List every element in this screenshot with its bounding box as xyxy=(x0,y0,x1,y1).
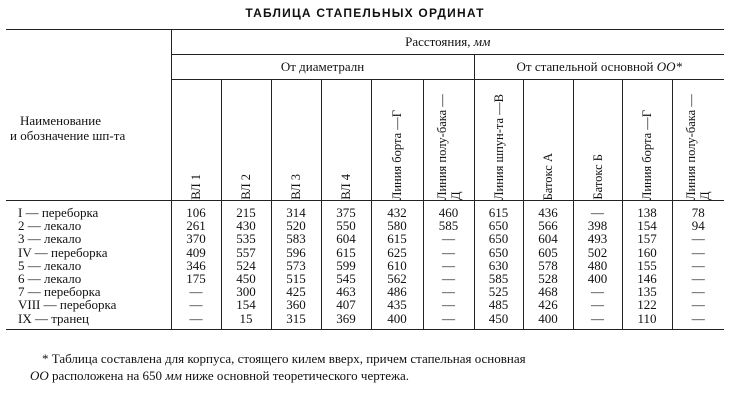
value-cell: 436 xyxy=(523,201,573,220)
value-cell: — xyxy=(672,298,724,311)
value-cell: — xyxy=(423,285,474,298)
value-cell: 400 xyxy=(573,272,622,285)
value-cell: 550 xyxy=(321,219,371,232)
value-cell: 430 xyxy=(221,219,271,232)
value-cell: 650 xyxy=(474,232,523,245)
ordinates-table xyxy=(6,29,724,330)
value-cell: 15 xyxy=(221,312,271,330)
value-cell: — xyxy=(423,246,474,259)
value-cell: 625 xyxy=(371,246,423,259)
value-cell: — xyxy=(672,272,724,285)
value-cell: — xyxy=(573,201,622,220)
table-row xyxy=(6,201,724,220)
value-cell: 615 xyxy=(474,201,523,220)
value-cell: — xyxy=(672,259,724,272)
value-cell: — xyxy=(672,285,724,298)
value-cell: 369 xyxy=(321,312,371,330)
frame-name-cell: VIII — переборка xyxy=(18,297,117,313)
frame-name-cell: 7 — переборка xyxy=(18,284,101,300)
value-cell: — xyxy=(672,312,724,330)
value-cell: 615 xyxy=(321,246,371,259)
value-cell: 524 xyxy=(221,259,271,272)
value-cell: 138 xyxy=(622,201,672,220)
value-cell: 480 xyxy=(573,259,622,272)
frame-name-cell: IX — транец xyxy=(6,312,171,330)
value-cell: 573 xyxy=(271,259,321,272)
value-cell: — xyxy=(573,312,622,330)
value-cell: 604 xyxy=(523,232,573,245)
value-cell: 400 xyxy=(523,312,573,330)
frame-name-cell: IV — переборка xyxy=(18,244,108,260)
value-cell: 599 xyxy=(321,259,371,272)
value-cell: 630 xyxy=(474,259,523,272)
value-cell: 435 xyxy=(371,298,423,311)
value-cell: 78 xyxy=(672,201,724,220)
from-oo-header: От стапельной основной ОО* xyxy=(474,55,724,80)
value-cell: 94 xyxy=(672,219,724,232)
value-cell: 502 xyxy=(573,246,622,259)
value-cell: 450 xyxy=(474,312,523,330)
column-header: ВЛ 1 xyxy=(171,80,221,201)
column-header: Линия борта —Г xyxy=(371,80,423,201)
value-cell: 315 xyxy=(271,312,321,330)
value-cell: — xyxy=(171,298,221,311)
table-row xyxy=(6,219,724,232)
value-cell: 157 xyxy=(622,232,672,245)
value-cell: 583 xyxy=(271,232,321,245)
column-header: Линия полу-бака —Д xyxy=(423,80,474,201)
value-cell: 460 xyxy=(423,201,474,220)
value-cell: 578 xyxy=(523,259,573,272)
value-cell: 400 xyxy=(371,312,423,330)
value-cell: 468 xyxy=(523,285,573,298)
value-cell: 146 xyxy=(622,272,672,285)
value-cell: 566 xyxy=(523,219,573,232)
value-cell: 160 xyxy=(622,246,672,259)
value-cell: 557 xyxy=(221,246,271,259)
value-cell: 525 xyxy=(474,285,523,298)
value-cell: 493 xyxy=(573,232,622,245)
value-cell: 154 xyxy=(622,219,672,232)
value-cell: — xyxy=(171,312,221,330)
table-row xyxy=(6,246,724,259)
value-cell: — xyxy=(171,285,221,298)
table-row xyxy=(6,312,724,330)
from-dp-header: От диаметралн xyxy=(171,55,474,80)
column-header: Линия полу-бака —Д xyxy=(672,80,724,201)
frame-name-cell: 3 — лекало xyxy=(18,231,82,247)
value-cell: 425 xyxy=(271,285,321,298)
value-cell: 122 xyxy=(622,298,672,311)
value-cell: — xyxy=(423,298,474,311)
value-cell: 409 xyxy=(171,246,221,259)
value-cell: — xyxy=(423,259,474,272)
frame-name-cell: I — переборка xyxy=(18,205,99,220)
value-cell: 580 xyxy=(371,219,423,232)
value-cell: 650 xyxy=(474,219,523,232)
page-title: ТАБЛИЦА СТАПЕЛЬНЫХ ОРДИНАТ xyxy=(245,6,485,20)
value-cell: — xyxy=(573,298,622,311)
table-row xyxy=(6,232,724,245)
value-cell: 450 xyxy=(221,272,271,285)
value-cell: — xyxy=(423,232,474,245)
value-cell: 463 xyxy=(321,285,371,298)
value-cell: 604 xyxy=(321,232,371,245)
column-header: ВЛ 3 xyxy=(271,80,321,201)
value-cell: 300 xyxy=(221,285,271,298)
value-cell: 346 xyxy=(171,259,221,272)
footnote: * Таблица составлена для корпуса, стоящего килем вверх, причем стапельная основная ОО расположена на 650 мм ниже основной теоретического чертежа. xyxy=(30,351,526,383)
value-cell: 135 xyxy=(622,285,672,298)
column-header: Линия шпун-та —В xyxy=(474,80,523,201)
value-cell: 154 xyxy=(221,298,271,311)
value-cell: — xyxy=(423,272,474,285)
value-cell: — xyxy=(573,285,622,298)
value-cell: 535 xyxy=(221,232,271,245)
value-cell: 426 xyxy=(523,298,573,311)
ordinates-table-frame xyxy=(6,29,724,330)
value-cell: 375 xyxy=(321,201,371,220)
value-cell: 486 xyxy=(371,285,423,298)
value-cell: 596 xyxy=(271,246,321,259)
column-header: Батокс Б xyxy=(573,80,622,201)
distances-header: Расстояния, мм xyxy=(171,30,724,55)
value-cell: 605 xyxy=(523,246,573,259)
frame-name-cell: 6 — лекало xyxy=(18,271,82,287)
value-cell: 528 xyxy=(523,272,573,285)
value-cell: 314 xyxy=(271,201,321,220)
column-header: Линия борта —Г xyxy=(622,80,672,201)
value-cell: 106 xyxy=(171,201,221,220)
value-cell: — xyxy=(423,312,474,330)
value-cell: 485 xyxy=(474,298,523,311)
value-cell: 432 xyxy=(371,201,423,220)
value-cell: 360 xyxy=(271,298,321,311)
value-cell: 562 xyxy=(371,272,423,285)
value-cell: 215 xyxy=(221,201,271,220)
value-cell: 155 xyxy=(622,259,672,272)
value-cell: 175 xyxy=(171,272,221,285)
value-cell: 585 xyxy=(423,219,474,232)
value-cell: 615 xyxy=(371,232,423,245)
value-cell: 110 xyxy=(622,312,672,330)
value-cell: 585 xyxy=(474,272,523,285)
frame-name-cell: 5 — лекало xyxy=(18,257,82,273)
column-header: Батокс А xyxy=(523,80,573,201)
value-cell: 398 xyxy=(573,219,622,232)
frame-name-cell: 2 — лекало xyxy=(18,218,82,234)
table-row xyxy=(6,272,724,285)
value-cell: 370 xyxy=(171,232,221,245)
column-header: ВЛ 2 xyxy=(221,80,271,201)
table-row xyxy=(6,259,724,272)
value-cell: 515 xyxy=(271,272,321,285)
name-column-header: Наименование и обозначение шп-та xyxy=(6,30,171,201)
value-cell: 261 xyxy=(171,219,221,232)
value-cell: 545 xyxy=(321,272,371,285)
column-header: ВЛ 4 xyxy=(321,80,371,201)
table-row xyxy=(6,298,724,311)
value-cell: 610 xyxy=(371,259,423,272)
value-cell: 407 xyxy=(321,298,371,311)
value-cell: — xyxy=(672,246,724,259)
value-cell: 650 xyxy=(474,246,523,259)
value-cell: 520 xyxy=(271,219,321,232)
value-cell: — xyxy=(672,232,724,245)
